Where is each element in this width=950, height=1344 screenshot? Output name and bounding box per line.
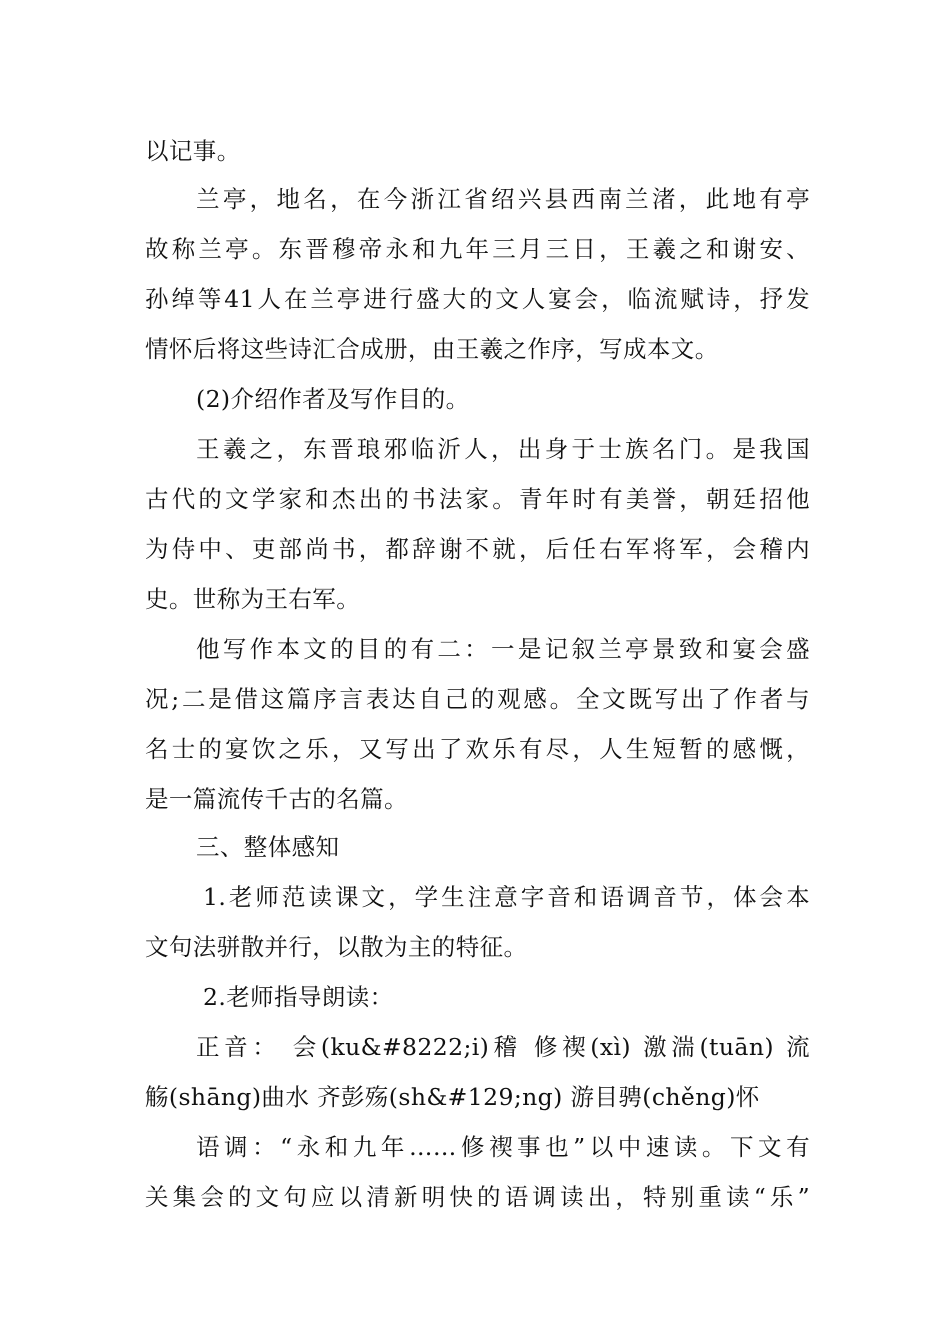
- pronunciation-line-2: 觞(shāng)曲水 齐彭殇(sh&#129;ng) 游目骋(chěng)怀: [145, 1083, 760, 1111]
- text-line-21: 语调：“永和九年……修禊事也”以中速读。下文有: [196, 1133, 810, 1161]
- text-line-13: 名士的宴饮之乐，又写出了欢乐有尽，人生短暂的感慨，: [145, 735, 810, 763]
- text-line-12: 况;二是借这篇序言表达自己的观感。全文既写出了作者与: [145, 685, 810, 713]
- text-line-2: 兰亭，地名，在今浙江省绍兴县西南兰渚，此地有亭: [196, 185, 810, 213]
- text-line-9: 为侍中、吏部尚书，都辞谢不就，后任右军将军，会稽内: [145, 535, 810, 563]
- section-heading-overview: 三、整体感知: [196, 833, 340, 861]
- text-line-3: 故称兰亭。东晋穆帝永和九年三月三日，王羲之和谢安、: [145, 235, 810, 263]
- text-line-8: 古代的文学家和杰出的书法家。青年时有美誉，朝廷招他: [145, 485, 810, 513]
- text-line-5: 情怀后将这些诗汇合成册，由王羲之作序，写成本文。: [145, 335, 719, 363]
- text-line-7: 王羲之，东晋琅邪临沂人，出身于士族名门。是我国: [196, 435, 810, 463]
- text-line-18: 2.老师指导朗读：: [203, 983, 394, 1011]
- text-line-11: 他写作本文的目的有二：一是记叙兰亭景致和宴会盛: [196, 635, 810, 663]
- text-line-10: 史。世称为王右军。: [145, 585, 361, 613]
- pronunciation-line-1: 正音： 会(ku&#8222;i)稽 修禊(xì) 激湍(tuān) 流: [196, 1033, 810, 1061]
- text-line-16: 1.老师范读课文，学生注意字音和语调音节，体会本: [203, 883, 810, 911]
- text-line-14: 是一篇流传千古的名篇。: [145, 785, 408, 813]
- text-line-4: 孙绰等41人在兰亭进行盛大的文人宴会，临流赋诗，抒发: [145, 285, 810, 313]
- text-line-1: 以记事。: [145, 137, 241, 165]
- text-line-17: 文句法骈散并行，以散为主的特征。: [145, 933, 528, 961]
- text-line-22: 关集会的文句应以清新明快的语调读出，特别重读“乐”: [145, 1183, 810, 1211]
- section-heading-author: (2)介绍作者及写作目的。: [196, 385, 470, 413]
